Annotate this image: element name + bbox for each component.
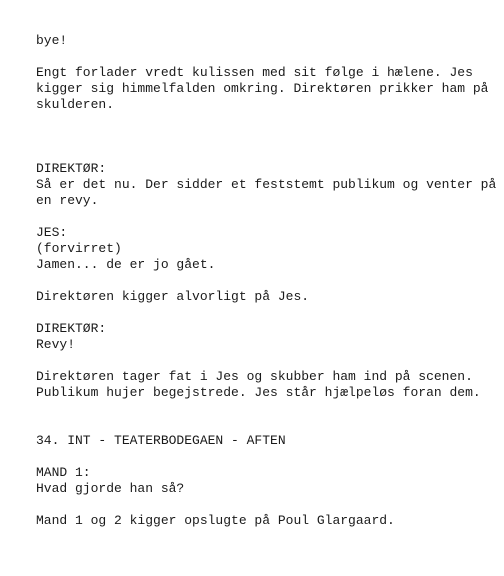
dialogue-line: Jamen... de er jo gået. <box>36 257 216 272</box>
dialogue-line: Revy! <box>36 337 76 352</box>
character-name: MAND 1: <box>36 465 91 480</box>
dialogue-line: en revy. <box>36 193 99 208</box>
dialogue-line: bye! <box>36 33 68 48</box>
action-line: Publikum hujer begejstrede. Jes står hjælpeløs foran dem. <box>36 385 481 400</box>
action-line: Mand 1 og 2 kigger opslugte på Poul Glargaard. <box>36 513 395 528</box>
dialogue-line: Så er det nu. Der sidder et feststemt publikum og venter på <box>36 177 497 192</box>
parenthetical: (forvirret) <box>36 241 122 256</box>
action-line: Engt forlader vredt kulissen med sit følge i hælene. Jes <box>36 65 473 80</box>
action-line: Direktøren tager fat i Jes og skubber ham ind på scenen. <box>36 369 473 384</box>
action-line: kigger sig himmelfalden omkring. Direktøren prikker ham på <box>36 81 489 96</box>
dialogue-line: Hvad gjorde han så? <box>36 481 185 496</box>
action-line: Direktøren kigger alvorligt på Jes. <box>36 289 310 304</box>
character-name: DIREKTØR: <box>36 161 107 176</box>
character-name: JES: <box>36 225 68 240</box>
action-line: skulderen. <box>36 97 115 112</box>
character-name: DIREKTØR: <box>36 321 107 336</box>
scene-heading: 34. INT - TEATERBODEGAEN - AFTEN <box>36 433 286 448</box>
